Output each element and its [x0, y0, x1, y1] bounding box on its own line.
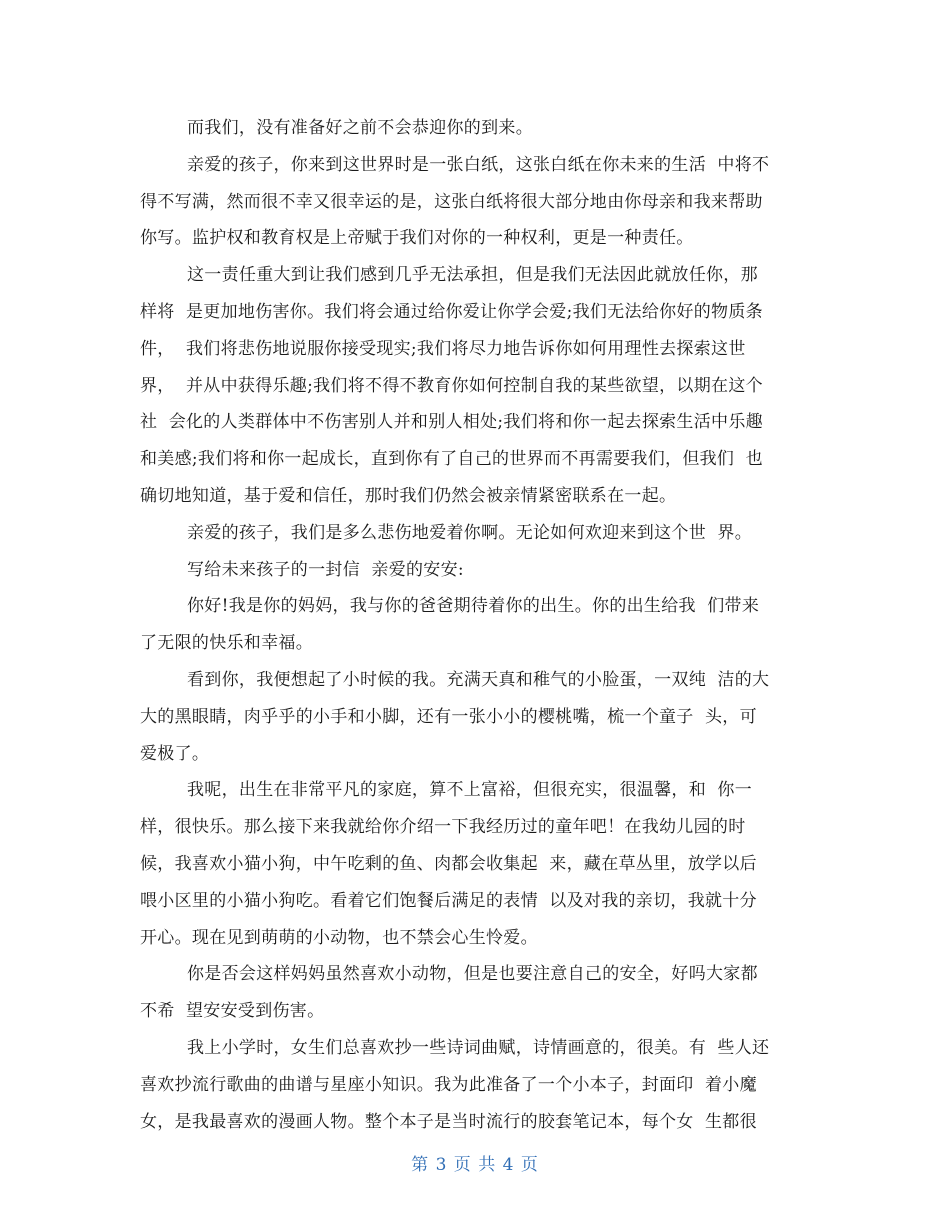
- text-line: 开心。现在见到萌萌的小动物，也不禁会心生怜爱。: [140, 927, 538, 948]
- text-line: 女，是我最喜欢的漫画人物。整个本子是当时流行的胶套笔记本，每个女 生都很: [140, 1111, 757, 1132]
- text-line: 得不写满，然而很不幸又很幸运的是，这张白纸将很大部分地由你母亲和我来帮助: [140, 191, 763, 212]
- page-number-footer: 第 3 页 共 4 页: [411, 1155, 539, 1175]
- text-line: 样将 是更加地伤害你。我们将会通过给你爱让你学会爱;我们无法给你好的物质条: [140, 301, 763, 322]
- text-line: 我上小学时，女生们总喜欢抄一些诗词曲赋，诗情画意的，很美。有 些人还: [187, 1037, 770, 1058]
- text-line: 我呢，出生在非常平凡的家庭，算不上富裕，但很充实，很温馨，和 你一: [187, 780, 753, 801]
- text-line: 写给未来孩子的一封信 亲爱的安安:: [187, 559, 464, 580]
- text-line: 你写。监护权和教育权是上帝赋于我们对你的一种权利，更是一种责任。: [140, 228, 694, 249]
- text-line: 你好!我是你的妈妈，我与你的爸爸期待着你的出生。你的出生给我 们带来: [187, 596, 760, 617]
- text-line: 而我们，没有准备好之前不会恭迎你的到来。: [187, 118, 533, 138]
- text-line: 亲爱的孩子，你来到这世界时是一张白纸，这张白纸在你未来的生活 中将不: [187, 154, 770, 175]
- text-line: 界， 并从中获得乐趣;我们将不得不教育你如何控制自我的某些欲望，以期在这个: [140, 375, 763, 396]
- text-line: 爱极了。: [140, 743, 210, 764]
- text-line: 看到你，我便想起了小时候的我。充满天真和稚气的小脸蛋，一双纯 洁的大: [187, 669, 770, 690]
- text-line: 大的黑眼睛，肉乎乎的小手和小脚，还有一张小小的樱桃嘴，梳一个童子 头，可: [140, 706, 757, 727]
- text-line: 社 会化的人类群体中不伤害别人并和别人相处;我们将和你一起去探索生活中乐趣: [140, 412, 763, 433]
- text-line: 喜欢抄流行歌曲的曲谱与星座小知识。我为此准备了一个小本子，封面印 着小魔: [140, 1074, 757, 1095]
- text-line: 了无限的快乐和幸福。: [140, 633, 313, 654]
- text-line: 确切地知道，基于爱和信任，那时我们仍然会被亲情紧密联系在一起。: [140, 485, 677, 506]
- text-line: 你是否会这样妈妈虽然喜欢小动物，但是也要注意自己的安全，好吗大家都: [187, 964, 758, 985]
- text-line: 和美感;我们将和你一起成长，直到你有了自己的世界而不再需要我们，但我们 也: [140, 449, 763, 470]
- text-line: 样，很快乐。那么接下来我就给你介绍一下我经历过的童年吧！在我幼儿园的时: [140, 817, 746, 838]
- document-body: [140, 110, 810, 1140]
- text-line: 件， 我们将悲伤地说服你接受现实;我们将尽力地告诉你如何用理性去探索这世: [140, 338, 746, 359]
- text-line: 候，我喜欢小猫小狗，中午吃剩的鱼、肉都会收集起 来，藏在草丛里，放学以后: [140, 853, 757, 874]
- text-line: 不希 望安安受到伤害。: [140, 1001, 325, 1022]
- text-line: 这一责任重大到让我们感到几乎无法承担，但是我们无法因此就放任你，那: [187, 265, 758, 286]
- text-line: 喂小区里的小猫小狗吃。看着它们饱餐后满足的表情 以及对我的亲切，我就十分: [140, 890, 757, 911]
- text-line: 亲爱的孩子，我们是多么悲伤地爱着你啊。无论如何欢迎来到这个世 界。: [187, 522, 753, 543]
